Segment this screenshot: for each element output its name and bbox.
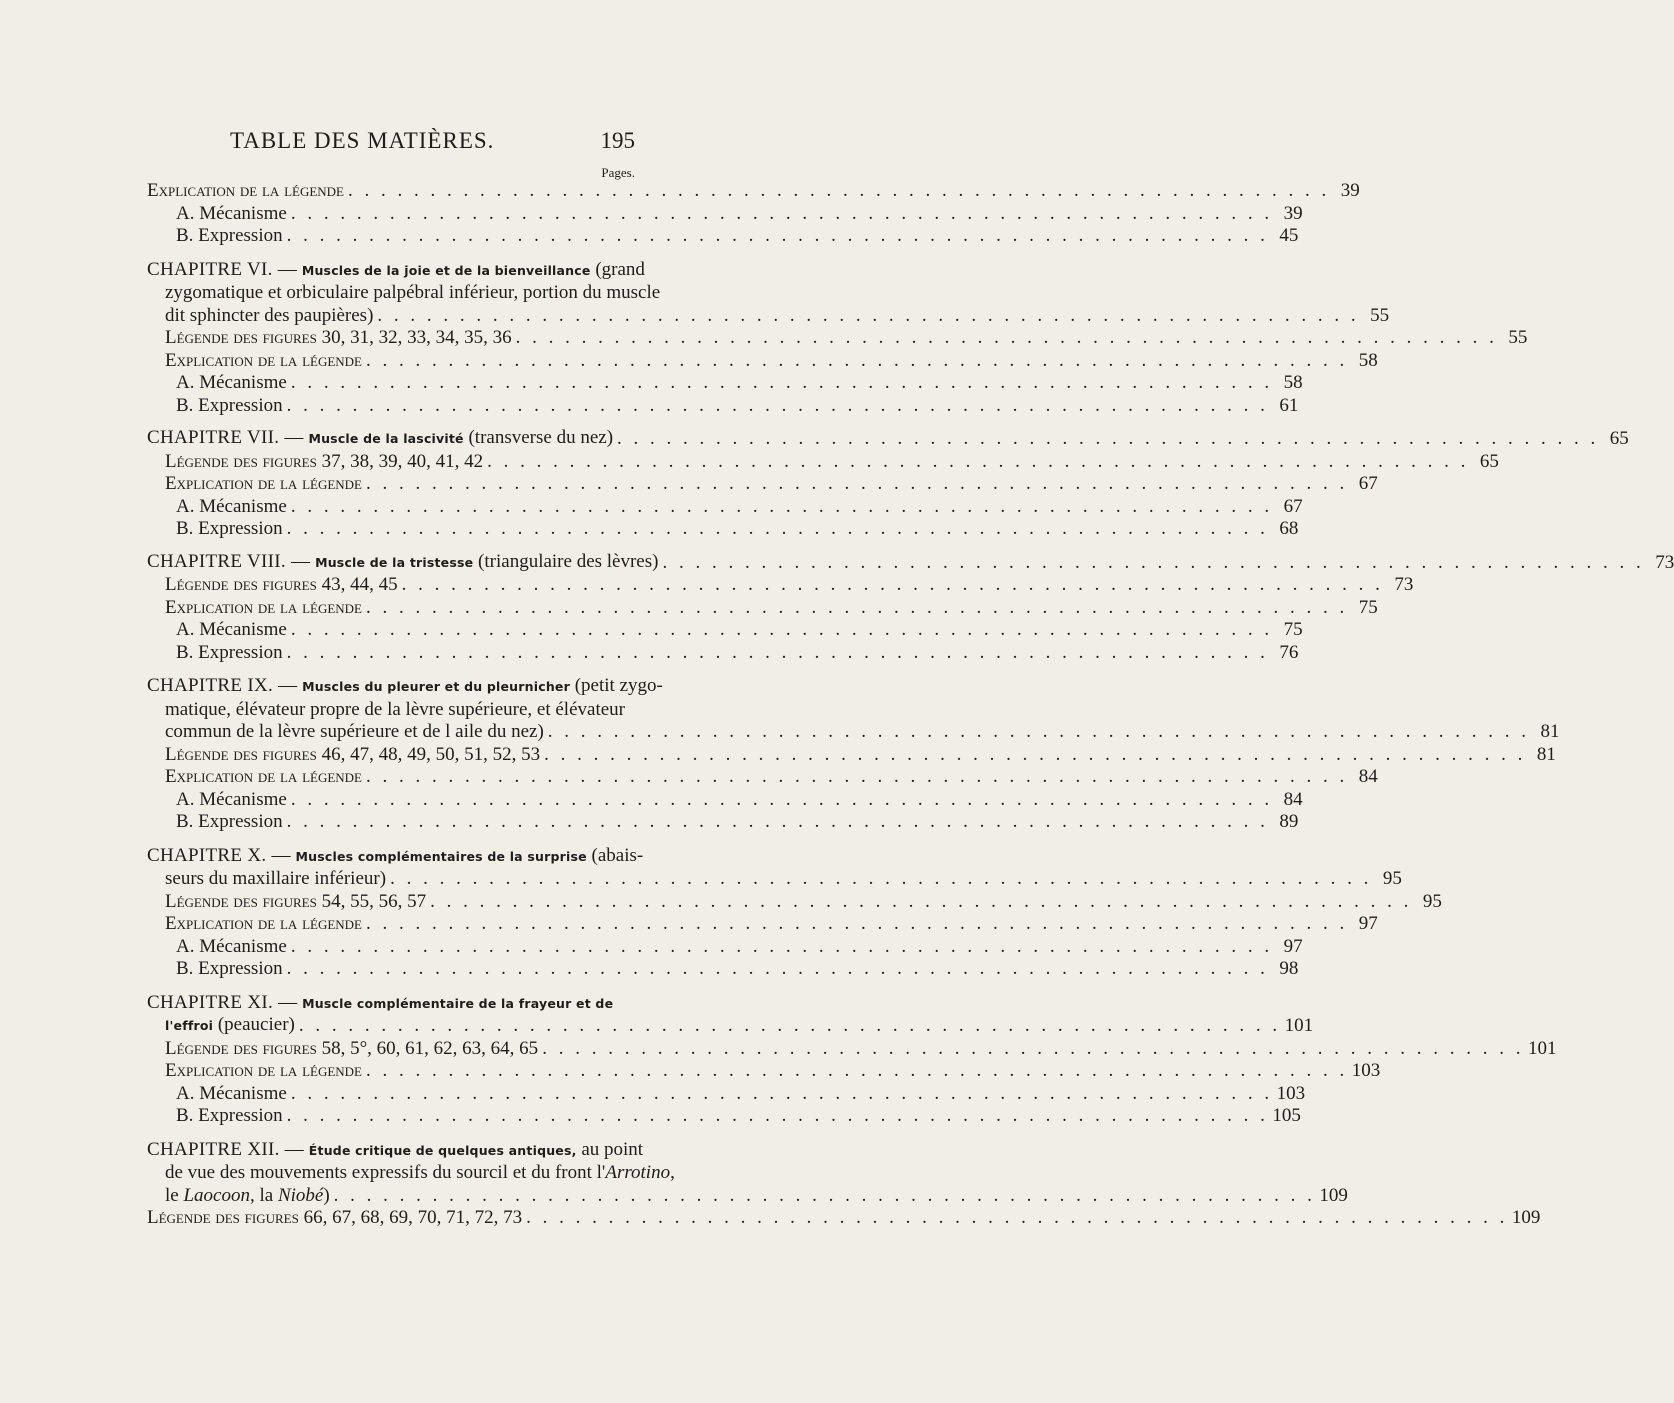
toc-entry: Explication de la légende . . . 67 bbox=[147, 473, 635, 496]
toc-entry: Explication de la légende . . . 84 bbox=[147, 766, 635, 789]
toc-entry: Légende des figures 54, 55, 56, 57 . . . 95 bbox=[147, 891, 635, 914]
toc-entry: A. Mécanisme . . . 58 bbox=[147, 372, 635, 395]
toc-entry: Explication de la légende . . . 75 bbox=[147, 597, 635, 620]
toc-entry: A. Mécanisme . . . 97 bbox=[147, 936, 635, 959]
toc-entry: Légende des figures 46, 47, 48, 49, 50, 51, 52, 53 . . . 81 bbox=[147, 744, 635, 767]
pages-column-label: Pages. bbox=[601, 165, 635, 180]
toc-entry: B. Expression . . . 61 bbox=[147, 395, 635, 418]
toc-entry: A. Mécanisme . . . 84 bbox=[147, 789, 635, 812]
toc-entry: Légende des figures 37, 38, 39, 40, 41, 42 . . . 65 bbox=[147, 451, 635, 474]
toc-entry: A. Mécanisme . . . 39 bbox=[147, 203, 635, 226]
toc-entry: A. Mécanisme . . . 75 bbox=[147, 619, 635, 642]
chapter-ix: CHAPITRE IX. — Muscles du pleurer et du pleurnicher (petit zygo- matique, élévateur propre de la lèvre supérieure, et élévateur commun de la lèvre supérieure et de l aile du nez) . . . 81 bbox=[147, 675, 635, 744]
toc-entry: B. Expression . . . 105 bbox=[147, 1105, 635, 1128]
toc-entry: Explication de la légende . . . 103 bbox=[147, 1060, 635, 1083]
toc-entry: Explication de la légende . . . 97 bbox=[147, 913, 635, 936]
page-number: 195 bbox=[600, 128, 635, 153]
running-title: TABLE DES MATIÈRES. bbox=[230, 128, 495, 153]
toc-entry: B. Expression . . . 98 bbox=[147, 958, 635, 981]
chapter-x: CHAPITRE X. — Muscles complémentaires de la surprise (abais- seurs du maxillaire inférieur) . . . 95 bbox=[147, 845, 635, 891]
chapter-vi: CHAPITRE VI. — Muscles de la joie et de la bienveillance (grand zygomatique et orbiculaire palpébral inférieur, portion du muscle dit sphincter des paupières) . . . 55 bbox=[147, 259, 635, 328]
chapter-xi: CHAPITRE XI. — Muscle complémentaire de la frayeur et de l'effroi (peaucier) . . . 101 bbox=[147, 992, 635, 1038]
toc-entry: Légende des figures 30, 31, 32, 33, 34, 35, 36 . . . 55 bbox=[147, 327, 635, 350]
running-head bbox=[0, 128, 800, 158]
toc-entry: B. Expression . . . 76 bbox=[147, 642, 635, 665]
toc-entry: Légende des figures 58, 5°, 60, 61, 62, 63, 64, 65 . . . 101 bbox=[147, 1038, 635, 1061]
toc-entry: B. Expression . . . 45 bbox=[147, 225, 635, 248]
chapter-viii: CHAPITRE VIII. — Muscle de la tristesse (triangulaire des lèvres) . . . 73 bbox=[147, 552, 635, 575]
toc-entry: A. Mécanisme . . . 67 bbox=[147, 496, 635, 519]
toc-entry: B. Expression . . . 89 bbox=[147, 811, 635, 834]
toc-entry: Explication de la légende . . . 39 bbox=[147, 180, 635, 203]
toc-entry: Explication de la légende . . . 58 bbox=[147, 350, 635, 373]
chapter-vii: CHAPITRE VII. — Muscle de la lascivité (transverse du nez) . . . 65 bbox=[147, 428, 635, 451]
toc-entry: Légende des figures 43, 44, 45 . . . 73 bbox=[147, 574, 635, 597]
toc-entry: Légende des figures 66, 67, 68, 69, 70, 71, 72, 73 . . . 109 bbox=[147, 1207, 635, 1230]
chapter-xii: CHAPITRE XII. — Étude critique de quelques antiques, au point de vue des mouvements expressifs du sourcil et du front l'Arrotino, le Laocoon, la Niobé) . . . 109 bbox=[147, 1139, 635, 1208]
toc-entry: B. Expression . . . 68 bbox=[147, 518, 635, 541]
toc-entry: A. Mécanisme . . . 103 bbox=[147, 1083, 635, 1106]
table-of-contents bbox=[147, 180, 1674, 1230]
